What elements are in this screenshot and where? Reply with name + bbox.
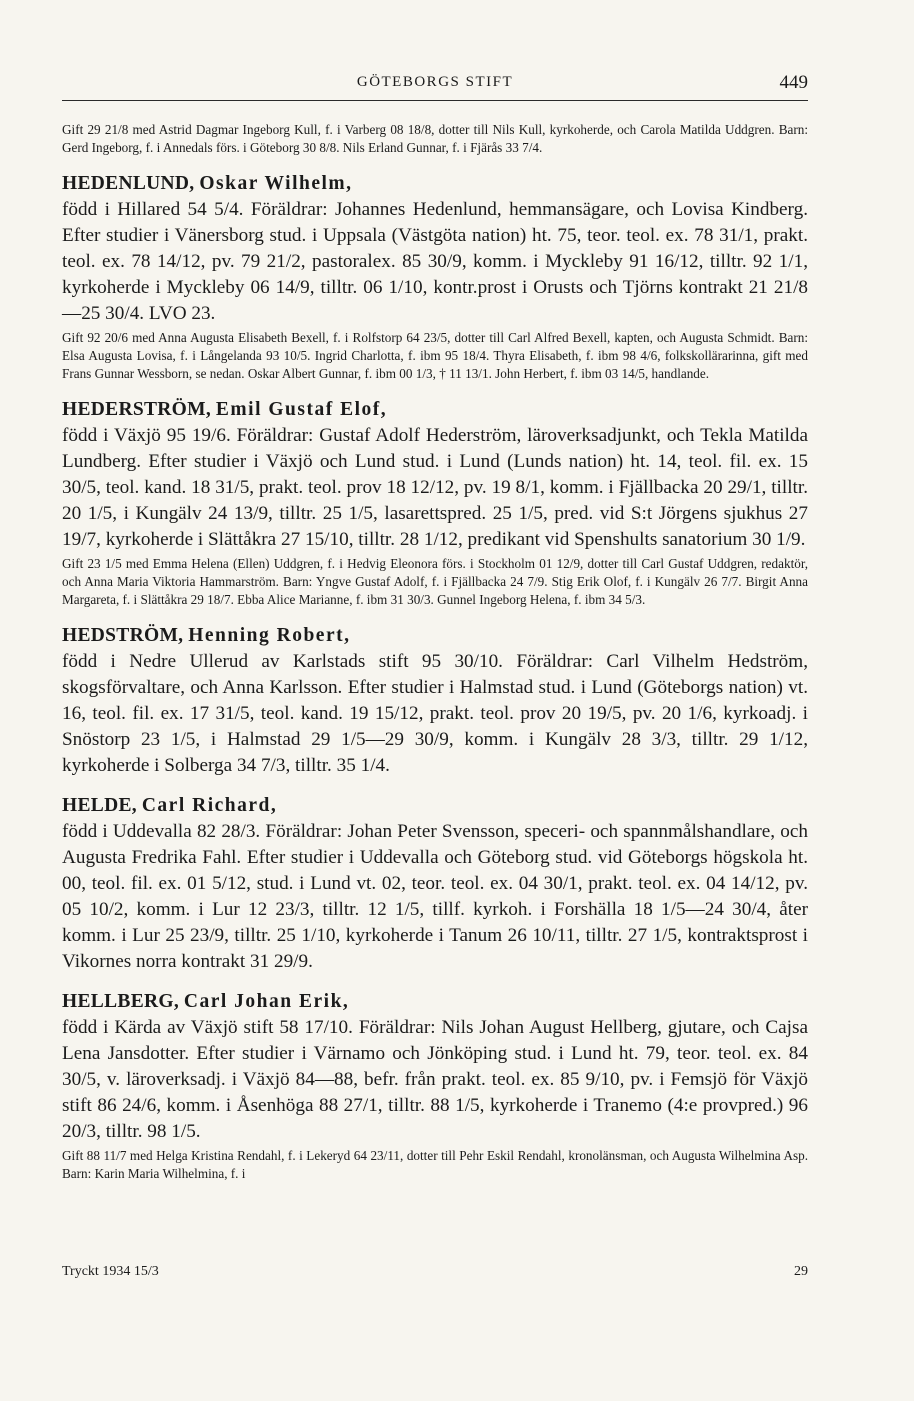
entry-hellberg — [62, 989, 808, 1183]
sheet-signature: 29 — [794, 1264, 808, 1279]
entry-given-names: Carl Johan Erik, — [183, 991, 350, 1012]
entry-biography: född i Hillared 54 5/4. Föräldrar: Johannes Hedenlund, hemmansägare, och Lovisa Kindberg. Efter studier i Vänersborg stud. i Uppsala (Västgöta nation) ht. 75, teor. teol. ex. 78 31/1, prakt. teol. ex. 78 14/12, pv. 79 21/2, pastoralex. 85 30/9, komm. i Myckleby 91 16/12, tilltr. 92 1/1, kyrkoherde i Myckleby 06 14/9, tilltr. 06 1/10, kontr.prost i Orusts och Tjörns kontrakt 21 21/8—25 30/4. LVO 23. — [62, 199, 808, 324]
entry-family: Gift 92 20/6 med Anna Augusta Elisabeth Bexell, f. i Rolfstorp 64 23/5, dotter till Carl Alfred Bexell, kapten, och Augusta Schmidt. Barn: Elsa Augusta Lovisa, f. i Långelanda 93 10/5. Ingrid Charlotta, f. ibm 95 18/4. Thyra Elisabeth, f. ibm 98 4/6, folkskollärarinna, gift med Frans Gunnar Wessborn, se nedan. Oskar Albert Gunnar, f. ibm 00 1/3, † 11 13/1. John Herbert, f. ibm 03 14/5, handlande. — [62, 330, 808, 381]
entry-biography: född i Växjö 95 19/6. Föräldrar: Gustaf Adolf Hederström, läroverksadjunkt, och Tekla Matilda Lundberg. Efter studier i Växjö och Lund stud. i Lund (Lunds nation) ht. 14, teol. fil. ex. 15 30/5, teol. kand. 18 31/5, prakt. teol. prov 18 12/12, pv. 19 8/1, komm. i Fjällbacka 20 29/1, tilltr. 20 1/5, i Kungälv 24 13/9, tilltr. 25 1/5, lasarettspred. 25 1/5, pred. vid S:t Jörgens sjukhus 27 19/7, kyrkoherde i Slättåkra 27 15/10, tilltr. 28 1/12, predikant vid Spenshults sanatorium 30 1/9. — [62, 425, 808, 550]
intro-family-block: Gift 29 21/8 med Astrid Dagmar Ingeborg Kull, f. i Varberg 08 18/8, dotter till Nils Kull, kyrkoherde, och Carola Matilda Uddgren. Barn: Gerd Ingeborg, f. i Annedals förs. i Göteborg 30 8/8. Nils Erland Gunnar, f. i Fjärås 33 7/4. — [62, 122, 808, 155]
entry-heading — [62, 989, 808, 1015]
running-head — [62, 72, 808, 101]
entry-surname: HEDSTRÖM, — [62, 625, 184, 646]
entry-biography: född i Nedre Ullerud av Karlstads stift 95 30/10. Föräldrar: Carl Vilhelm Hedström, skogsförvaltare, och Anna Karlsson. Efter studier i Halmstad stud. i Lund (Göteborgs nation) vt. 16, teol. fil. ex. 17 31/5, teol. kand. 19 15/12, prakt. teol. prov 20 19/5, pv. 20 1/6, kyrkoadj. i Snöstorp 23 1/5, i Halmstad 29 1/5—29 30/9, komm. i Kungälv 28 3/3, tilltr. 29 1/12, kyrkoherde i Solberga 34 7/3, tilltr. 35 1/4. — [62, 651, 808, 776]
entry-heading — [62, 623, 808, 649]
entry-hedenlund — [62, 171, 808, 383]
entry-given-names: Oskar Wilhelm, — [199, 173, 353, 194]
entry-surname: HELLBERG, — [62, 991, 180, 1012]
page-number: 449 — [779, 72, 808, 93]
entry-surname: HEDERSTRÖM, — [62, 399, 212, 420]
entry-surname: HEDENLUND, — [62, 173, 195, 194]
entry-surname: HELDE, — [62, 795, 137, 816]
running-title: GÖTEBORGS STIFT — [356, 74, 514, 90]
entry-hederstrom — [62, 397, 808, 609]
entry-given-names: Carl Richard, — [141, 795, 278, 816]
content — [62, 121, 808, 1183]
entry-heading — [62, 793, 808, 819]
entry-given-names: Henning Robert, — [188, 625, 351, 646]
entry-family: Gift 23 1/5 med Emma Helena (Ellen) Uddgren, f. i Hedvig Eleonora förs. i Stockholm 01 12/9, dotter till Carl Gustaf Uddgren, redaktör, och Anna Maria Viktoria Hammarström. Barn: Yngve Gustaf Adolf, f. i Fjällbacka 24 7/9. Stig Erik Olof, f. i Kungälv 26 7/7. Birgit Anna Margareta, f. i Slättåkra 29 18/7. Ebba Alice Marianne, f. ibm 31 30/3. Gunnel Ingeborg Helena, f. ibm 34 5/3. — [62, 556, 808, 607]
entry-helde — [62, 793, 808, 975]
page-footer — [62, 1264, 808, 1284]
entry-hedstrom — [62, 623, 808, 779]
entry-biography: född i Uddevalla 82 28/3. Föräldrar: Johan Peter Svensson, speceri- och spannmålshandlare, och Augusta Fredrika Fahl. Efter studier i Uddevalla och Göteborg stud. vid Göteborgs högskola ht. 00, teol. fil. ex. 01 5/12, stud. i Lund vt. 02, teor. teol. ex. 04 30/1, prakt. teol. ex. 04 14/12, pv. 05 10/2, komm. i Lur 12 23/3, tilltr. 12 1/5, tillf. kyrkoh. i Forshälla 18 1/5—24 30/4, åter komm. i Lur 25 23/9, tilltr. 25 1/10, kyrkoherde i Tanum 26 10/11, tilltr. 27 1/5, kontraktsprost i Vikornes norra kontrakt 31 29/9. — [62, 821, 808, 972]
entry-biography: född i Kärda av Växjö stift 58 17/10. Föräldrar: Nils Johan August Hellberg, gjutare, och Cajsa Lena Jansdotter. Efter studier i Värnamo och Jönköping stud. i Lund ht. 79, teor. teol. ex. 84 30/5, v. läroverksadj. i Växjö 84—88, befr. från prakt. teol. ex. 85 9/10, pv. i Femsjö för Växjö stift 86 24/6, komm. i Åsenhöga 88 27/1, tilltr. 88 1/5, kyrkoherde i Tranemo (4:e provpred.) 96 20/3, tilltr. 98 1/5. — [62, 1017, 808, 1142]
entry-heading — [62, 397, 808, 423]
entry-heading — [62, 171, 808, 197]
entry-family: Gift 88 11/7 med Helga Kristina Rendahl, f. i Lekeryd 64 23/11, dotter till Pehr Eskil Rendahl, kronolänsman, och Augusta Wilhelmina Asp. Barn: Karin Maria Wilhelmina, f. i — [62, 1148, 808, 1181]
entry-given-names: Emil Gustaf Elof, — [215, 399, 388, 420]
print-date: Tryckt 1934 15/3 — [62, 1264, 159, 1279]
